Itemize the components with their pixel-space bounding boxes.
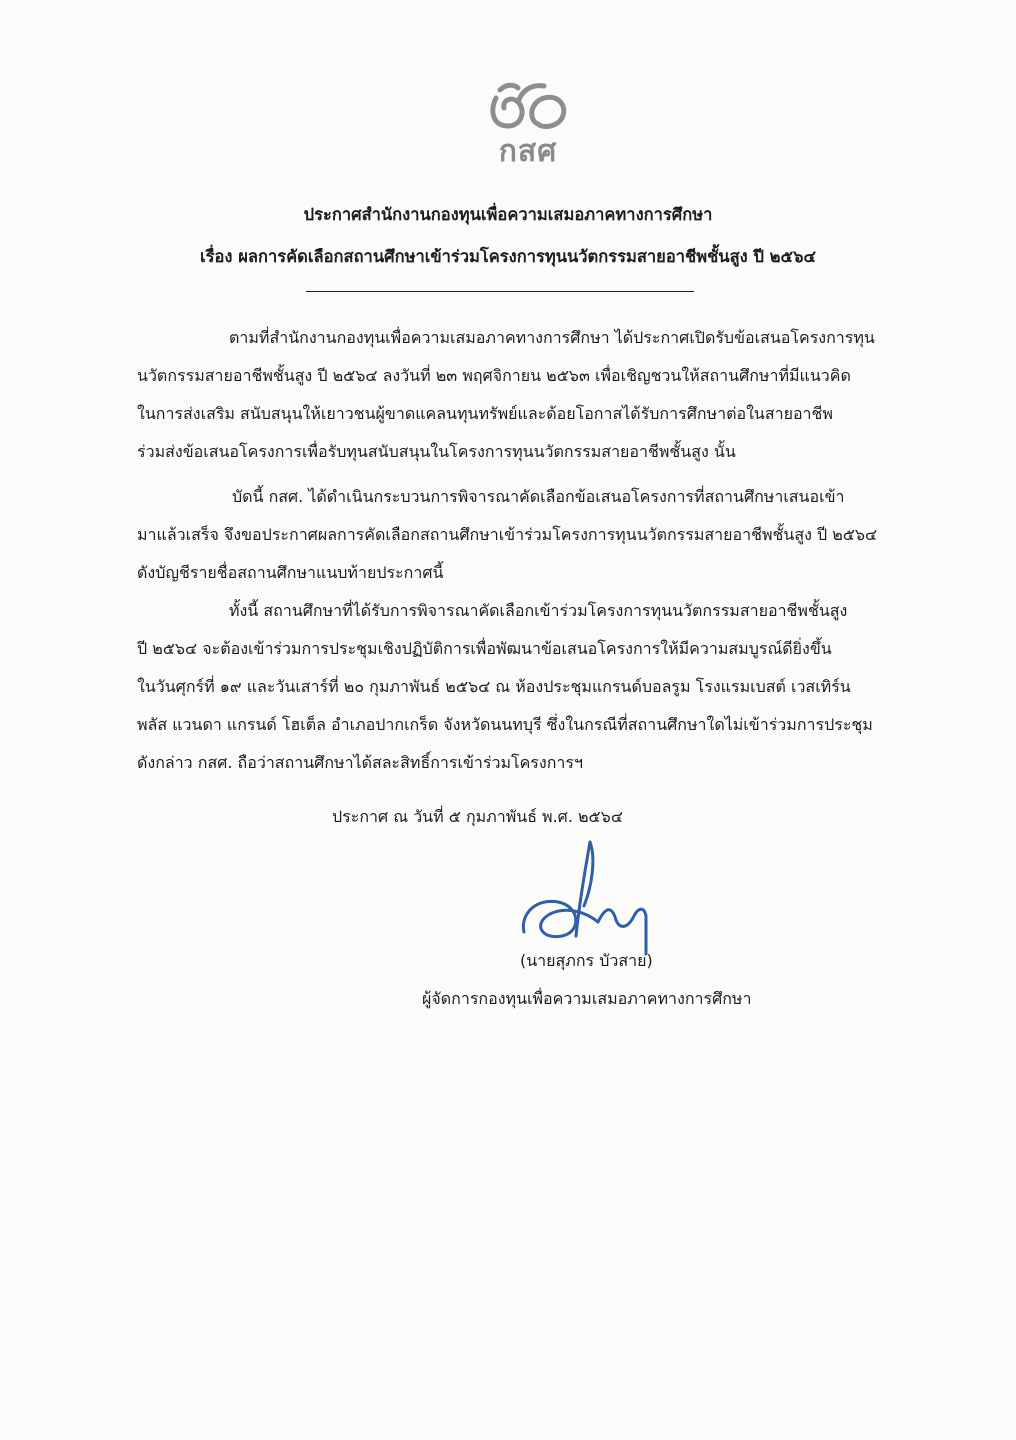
paragraph-line: ดังบัญชีรายชื่อสถานศึกษาแนบท้ายประกาศนี้: [137, 563, 444, 582]
paragraph-line: ร่วมส่งข้อเสนอโครงการเพื่อรับทุนสนับสนุนในโครงการทุนนวัตกรรมสายอาชีพชั้นสูง นั้น: [137, 442, 736, 461]
paragraph-line: ดังกล่าว กสศ. ถือว่าสถานศึกษาได้สละสิทธิ์การเข้าร่วมโครงการฯ: [137, 753, 583, 772]
paragraph-line: ปี ๒๕๖๔ จะต้องเข้าร่วมการประชุมเชิงปฏิบัติการเพื่อพัฒนาข้อเสนอโครงการให้มีความสมบูรณ์ดียิ่งขึ้น: [137, 639, 832, 658]
logo-text: กสศ: [498, 134, 558, 169]
eef-logo: [478, 80, 578, 180]
document-subject: เรื่อง ผลการคัดเลือกสถานศึกษาเข้าร่วมโครงการทุนนวัตกรรมสายอาชีพชั้นสูง ปี ๒๕๖๔: [199, 247, 816, 266]
paragraph-line: พลัส แวนดา แกรนด์ โฮเต็ล อำเภอปากเกร็ด จังหวัดนนทบุรี ซึ่งในกรณีที่สถานศึกษาใดไม่เข้าร่วมการประชุม: [137, 715, 873, 734]
paragraph-line: มาแล้วเสร็จ จึงขอประกาศผลการคัดเลือกสถานศึกษาเข้าร่วมโครงการทุนนวัตกรรมสายอาชีพชั้นสูง ปี ๒๕๖๔: [137, 525, 878, 544]
signer-name: (นายสุภกร บัวสาย): [520, 951, 653, 970]
declaration-date: ประกาศ ณ วันที่ ๕ กุมภาพันธ์ พ.ศ. ๒๕๖๔: [332, 807, 623, 826]
title-divider: [306, 291, 694, 292]
paragraph-line: ตามที่สำนักงานกองทุนเพื่อความเสมอภาคทางการศึกษา ได้ประกาศเปิดรับข้อเสนอโครงการทุน: [229, 328, 875, 347]
paragraph-line: บัดนี้ กสศ. ได้ดำเนินกระบวนการพิจารณาคัดเลือกข้อเสนอโครงการที่สถานศึกษาเสนอเข้า: [232, 487, 845, 506]
paragraph-line: นวัตกรรมสายอาชีพชั้นสูง ปี ๒๕๖๔ ลงวันที่ ๒๓ พฤศจิกายน ๒๕๖๓ เพื่อเชิญชวนให้สถานศึกษาที่มีแนวคิด: [137, 366, 851, 385]
signer-position: ผู้จัดการกองทุนเพื่อความเสมอภาคทางการศึกษา: [422, 989, 752, 1008]
paragraph-line: ในวันศุกร์ที่ ๑๙ และวันเสาร์ที่ ๒๐ กุมภาพันธ์ ๒๕๖๔ ณ ห้องประชุมแกรนด์บอลรูม โรงแรมเบสต์ เวสเทิร์น: [137, 677, 851, 696]
paragraph-line: ทั้งนี้ สถานศึกษาที่ได้รับการพิจารณาคัดเลือกเข้าร่วมโครงการทุนนวัตกรรมสายอาชีพชั้นสูง: [229, 601, 848, 620]
document-title: ประกาศสำนักงานกองทุนเพื่อความเสมอภาคทางการศึกษา: [303, 205, 713, 224]
paragraph-line: ในการส่งเสริม สนับสนุนให้เยาวชนผู้ขาดแคลนทุนทรัพย์และด้อยโอกาสได้รับการศึกษาต่อในสายอาชีพ: [137, 404, 833, 423]
signature: [510, 836, 670, 956]
